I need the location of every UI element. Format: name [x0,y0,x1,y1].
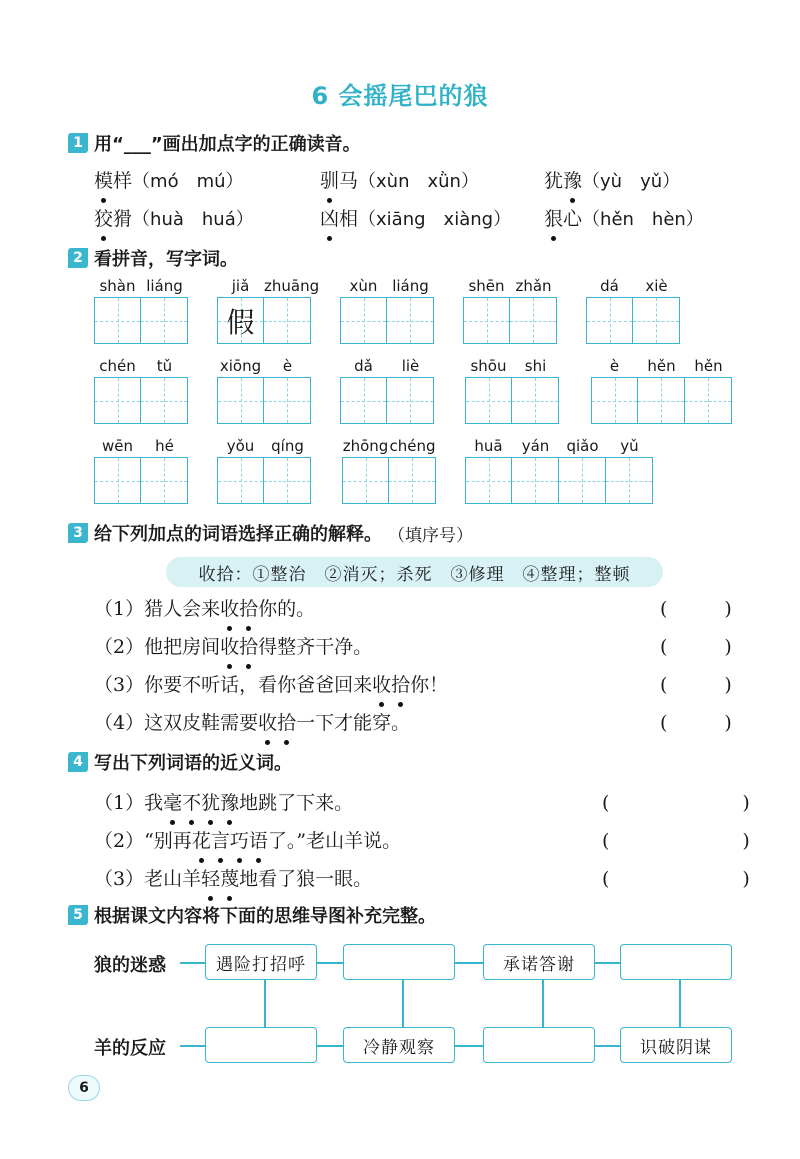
dotted-char: 驯 [320,166,339,193]
connector-line [402,980,404,1027]
question-number-badge: 3 [68,523,88,543]
pinyin-label: dá [600,277,619,295]
dotted-word [201,868,239,890]
pinyin-label: dǎ [354,357,373,375]
page-title: 6 会摇尾巴的狼 [311,82,489,110]
word-part: 样 [113,170,133,192]
sentence-part: （2）他把房间 [94,636,221,658]
writing-box[interactable] [141,457,188,504]
pinyin-label: qiǎo [566,437,599,455]
tianzige-boxes [340,377,434,424]
answer-blank[interactable]: ( ) [602,868,750,890]
pinyin-options: （hěn hèn） [582,209,704,230]
tianzige-boxes [586,297,680,344]
tianzige-boxes [217,297,311,344]
pinyin-options: （xiāng xiàng） [358,209,512,230]
dotted-char: 豫 [220,788,239,815]
pinyin-label: hěn [694,357,723,375]
writing-box[interactable] [638,377,685,424]
writing-box[interactable] [264,457,311,504]
tianzige-boxes [94,457,188,504]
sentence-part: （1）我 [94,792,164,814]
pinyin-label: tǔ [156,357,173,375]
pinyin-label: chéng [389,437,436,455]
writing-box[interactable] [217,377,264,424]
tianzige-boxes [94,297,188,344]
pinyin-label: liáng [146,277,183,295]
answer-blank[interactable]: ( ) [660,712,732,734]
sentence-part: 一下才能穿。 [296,712,411,734]
pinyin-label: shēn [468,277,505,295]
sentence-part: （3）你要不听话，看你爸爸回来 [94,674,373,696]
question-3-heading [68,521,473,545]
pinyin-options: （huà huá） [132,209,254,230]
dotted-char: 毫 [163,788,182,815]
writing-box[interactable] [465,377,512,424]
sentence-part: 地跳了下来。 [239,792,354,814]
tianzige-boxes [591,377,732,424]
question-number-badge: 4 [68,752,88,772]
pinyin-label: liáng [392,277,429,295]
word-part: 犹 [544,170,564,192]
sentence-part: （2）“别再 [94,830,192,852]
dotted-char: 拾 [391,670,410,697]
pinyin-label: xùn [349,277,378,295]
question-2-heading [68,246,238,270]
writing-box[interactable] [559,457,606,504]
mindmap-row-label-wolf: 狼的迷惑 [94,955,166,976]
dotted-char: 蔑 [220,864,239,891]
mindmap-node: 遇险打招呼 [205,944,317,980]
dotted-char: 巧 [230,826,249,853]
writing-box[interactable] [340,297,387,344]
dotted-char: 凶 [320,204,339,231]
pinyin-label: hé [155,437,174,455]
pinyin-label: zhuāng [264,277,320,295]
dotted-char: 犹 [201,788,220,815]
word-part: 心 [563,208,583,230]
page-number: 6 [68,1075,100,1101]
sentence-item [94,632,372,659]
tianzige-boxes [217,377,311,424]
tianzige-boxes [463,297,557,344]
dotted-word [192,830,268,852]
dotted-word [220,598,258,620]
dotted-word [163,792,239,814]
pinyin-label: è [609,357,620,375]
pinyin-label: qíng [271,437,304,455]
pinyin-label: shōu [470,357,507,375]
sentence-part: （4）这双皮鞋需要 [94,712,259,734]
answer-blank[interactable]: ( ) [660,598,732,620]
mindmap-blank[interactable] [205,1027,317,1063]
mindmap-node: 冷静观察 [343,1027,455,1063]
writing-box[interactable] [633,297,680,344]
dotted-char: 收 [258,708,277,735]
reading-item [544,166,680,193]
dotted-char: 轻 [201,864,220,891]
pinyin-label: xiōng [219,357,262,375]
dotted-char: 狡 [94,204,113,231]
pinyin-label: huā [474,437,503,455]
writing-box[interactable] [340,377,387,424]
dotted-char: 语 [249,826,268,853]
question-1-heading [68,131,361,155]
pinyin-label: yǒu [226,437,255,455]
writing-box[interactable] [606,457,653,504]
sentence-part: （3）老山羊 [94,868,202,890]
reading-item [94,166,244,193]
reading-item [94,204,254,231]
sentence-item [94,708,410,735]
mindmap-blank[interactable] [620,944,732,980]
word-part: 马 [339,170,359,192]
writing-box[interactable] [685,377,732,424]
writing-box[interactable] [217,457,264,504]
mindmap-node: 识破阴谋 [620,1027,732,1063]
question-text: 根据课文内容将下面的思维导图补充完整。 [94,906,436,927]
mindmap-blank[interactable] [343,944,455,980]
pinyin-label: zhǎn [515,277,552,295]
sentence-part: 得整齐干净。 [258,636,373,658]
pinyin-options: （yù yǔ） [582,171,681,192]
question-number-badge: 2 [68,248,88,268]
writing-box[interactable] [512,377,559,424]
mindmap-blank[interactable] [483,1027,595,1063]
pinyin-label: liè [401,357,420,375]
tianzige-boxes [217,457,311,504]
question-number-badge: 5 [68,905,88,925]
writing-box[interactable] [342,457,389,504]
mindmap-row-label-sheep: 羊的反应 [94,1038,166,1059]
writing-box[interactable] [510,297,557,344]
answer-blank[interactable]: ( ) [602,792,750,814]
reading-item [544,204,704,231]
pinyin-options: （xùn xǜn） [358,171,479,192]
sentence-part: （1）猎人会来 [94,598,221,620]
writing-box[interactable] [591,377,638,424]
connector-line [542,980,544,1027]
answer-blank[interactable]: ( ) [660,636,732,658]
dotted-char: 狠 [544,204,563,231]
sentence-item [94,594,315,621]
dotted-word [258,712,296,734]
dotted-char: 言 [211,826,230,853]
sentence-part: 你！ [410,674,449,696]
writing-box[interactable] [94,297,141,344]
dotted-char: 收 [220,632,239,659]
connector-line [679,980,681,1027]
tianzige-boxes [94,377,188,424]
pinyin-label: shàn [99,277,136,295]
reading-item [320,204,511,231]
writing-box[interactable] [264,297,311,344]
question-text: 看拼音，写字词。 [94,249,238,270]
pinyin-options: （mó mú） [132,171,244,192]
writing-box[interactable] [141,377,188,424]
dotted-char: 拾 [277,708,296,735]
dotted-char: 不 [182,788,201,815]
question-hint: （填序号） [388,525,473,546]
writing-box[interactable] [389,457,436,504]
question-4-heading [68,750,292,774]
dotted-char: 拾 [239,632,258,659]
word-part: 猾 [113,208,133,230]
question-text: 用“___”画出加点字的正确读音。 [94,134,361,155]
writing-box[interactable] [141,297,188,344]
pinyin-label: è [282,357,293,375]
tianzige-boxes [340,297,434,344]
pinyin-label: wēn [101,437,133,455]
pinyin-label: jiǎ [231,277,250,295]
question-number-badge: 1 [68,133,88,153]
writing-box[interactable] [94,377,141,424]
reading-item [320,166,479,193]
sentence-part: 你的。 [258,598,316,620]
pinyin-label: xiè [645,277,668,295]
pinyin-label: shi [524,357,547,375]
mindmap-node: 承诺答谢 [483,944,595,980]
pinyin-label: zhōng [342,437,389,455]
dotted-char: 拾 [239,594,258,621]
answer-blank[interactable]: ( ) [602,830,750,852]
dotted-char: 模 [94,166,113,193]
writing-box[interactable] [264,377,311,424]
writing-box[interactable] [94,457,141,504]
sentence-item [94,788,353,815]
pinyin-label: yǔ [620,437,639,455]
dotted-word [220,636,258,658]
writing-box[interactable] [217,297,264,344]
tianzige-boxes [465,457,653,504]
question-text: 写出下列词语的近义词。 [94,753,292,774]
question-5-heading [68,903,436,927]
tianzige-boxes [342,457,436,504]
sentence-item [94,670,448,697]
pinyin-label: hěn [647,357,676,375]
writing-box[interactable] [463,297,510,344]
sentence-part: 地看了狼一眼。 [239,868,373,890]
writing-box[interactable] [465,457,512,504]
writing-box[interactable] [586,297,633,344]
question-text: 给下列加点的词语选择正确的解释。 [94,524,382,545]
answer-blank[interactable]: ( ) [660,674,732,696]
writing-box[interactable] [387,377,434,424]
dotted-char: 花 [192,826,211,853]
dotted-char: 收 [372,670,391,697]
definition-box: 收拾：①整治 ②消灭；杀死 ③修理 ④整理；整顿 [166,557,663,587]
dotted-char: 豫 [563,166,582,193]
writing-box[interactable] [387,297,434,344]
sentence-item [94,864,372,891]
writing-box[interactable] [512,457,559,504]
written-char: 假 [226,305,255,339]
dotted-word [372,674,410,696]
connector-line [264,980,266,1027]
dotted-char: 收 [220,594,239,621]
tianzige-boxes [465,377,559,424]
pinyin-label: chén [99,357,136,375]
word-part: 相 [339,208,359,230]
sentence-part: 了。”老山羊说。 [267,830,402,852]
pinyin-label: yán [521,437,550,455]
sentence-item [94,826,401,853]
